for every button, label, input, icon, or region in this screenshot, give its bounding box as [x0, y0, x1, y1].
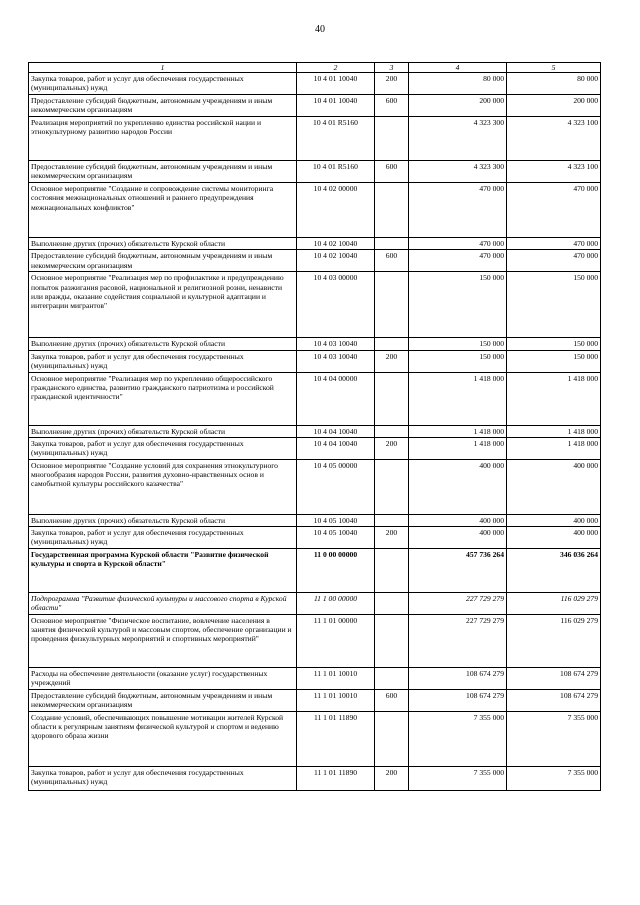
header-col-5: 5	[507, 63, 601, 73]
row-value-year-1: 150 000	[409, 338, 507, 350]
row-value-year-1: 1 418 000	[409, 372, 507, 425]
row-value-year-2: 150 000	[507, 338, 601, 350]
row-code: 10 4 03 00000	[297, 272, 375, 338]
table-row	[29, 372, 601, 425]
row-value-year-1: 1 418 000	[409, 437, 507, 459]
table-row	[29, 238, 601, 250]
row-value-year-2: 400 000	[507, 459, 601, 514]
table-row	[29, 514, 601, 526]
row-value-year-2: 116 029 279	[507, 593, 601, 615]
row-value-year-2: 470 000	[507, 183, 601, 238]
row-code: 10 4 01 R5160	[297, 117, 375, 161]
row-value-year-1: 400 000	[409, 527, 507, 549]
row-name: Подпрограмма "Развитие физической культуры и массового спорта в Курской области"	[29, 593, 297, 615]
row-value-year-1: 470 000	[409, 183, 507, 238]
row-name: Государственная программа Курской области "Развитие физической культуры и спорта в Курской области"	[29, 549, 297, 593]
row-expense-type: 200	[375, 437, 409, 459]
row-code: 11 1 01 10010	[297, 690, 375, 712]
row-name: Основное мероприятие "Создание и сопровождение системы мониторинга состояния межнациональных отношений и раннего предупреждения межнациональных конфликтов"	[29, 183, 297, 238]
row-expense-type	[375, 668, 409, 690]
row-value-year-2: 108 674 279	[507, 668, 601, 690]
row-value-year-1: 150 000	[409, 272, 507, 338]
row-name: Закупка товаров, работ и услуг для обеспечения государственных (муниципальных) нужд	[29, 73, 297, 95]
row-value-year-2: 7 355 000	[507, 712, 601, 767]
row-expense-type	[375, 372, 409, 425]
row-expense-type	[375, 338, 409, 350]
row-name: Основное мероприятие "Создание условий для сохранения этнокультурного многообразия народов России, развития духовно-нравственных основ и самобытной культуры российского казачества"	[29, 459, 297, 514]
row-code: 10 4 02 10040	[297, 250, 375, 272]
row-expense-type: 200	[375, 767, 409, 791]
row-code: 11 0 00 00000	[297, 549, 375, 593]
row-value-year-2: 7 355 000	[507, 767, 601, 791]
table-row	[29, 95, 601, 117]
row-value-year-1: 4 323 300	[409, 161, 507, 183]
table-row	[29, 338, 601, 350]
row-code: 11 1 01 10010	[297, 668, 375, 690]
row-name: Закупка товаров, работ и услуг для обеспечения государственных (муниципальных) нужд	[29, 437, 297, 459]
table-row	[29, 272, 601, 338]
row-expense-type	[375, 615, 409, 668]
row-value-year-1: 457 736 264	[409, 549, 507, 593]
row-value-year-1: 400 000	[409, 459, 507, 514]
table-row	[29, 668, 601, 690]
row-expense-type	[375, 425, 409, 437]
row-expense-type	[375, 117, 409, 161]
row-code: 10 4 04 10040	[297, 437, 375, 459]
row-name: Предоставление субсидий бюджетным, автономным учреждениям и иным некоммерческим организациям	[29, 95, 297, 117]
row-value-year-2: 1 418 000	[507, 372, 601, 425]
table-header-row	[29, 63, 601, 73]
row-expense-type	[375, 183, 409, 238]
row-expense-type	[375, 514, 409, 526]
row-name: Предоставление субсидий бюджетным, автономным учреждениям и иным некоммерческим организациям	[29, 161, 297, 183]
table-row	[29, 437, 601, 459]
row-value-year-2: 4 323 100	[507, 117, 601, 161]
row-value-year-1: 470 000	[409, 238, 507, 250]
row-code: 10 4 02 10040	[297, 238, 375, 250]
header-col-4: 4	[409, 63, 507, 73]
table-row	[29, 117, 601, 161]
row-code: 10 4 03 10040	[297, 350, 375, 372]
row-value-year-1: 7 355 000	[409, 712, 507, 767]
row-value-year-2: 400 000	[507, 514, 601, 526]
row-name: Основное мероприятие "Реализация мер по профилактике и предупреждению попыток разжигания расовой, национальной и религиозной розни, ненависти или вражды, оказание содействия социальной и культурной адаптации и интеграции мигрантов"	[29, 272, 297, 338]
table-row	[29, 73, 601, 95]
row-value-year-2: 200 000	[507, 95, 601, 117]
table-row	[29, 250, 601, 272]
table-row	[29, 527, 601, 549]
row-code: 10 4 01 R5160	[297, 161, 375, 183]
header-col-1: 1	[29, 63, 297, 73]
row-expense-type: 600	[375, 690, 409, 712]
table-row	[29, 712, 601, 767]
table-row	[29, 690, 601, 712]
row-code: 10 4 01 10040	[297, 95, 375, 117]
row-expense-type: 600	[375, 95, 409, 117]
row-value-year-2: 1 418 000	[507, 425, 601, 437]
budget-table	[28, 62, 601, 791]
row-value-year-1: 150 000	[409, 350, 507, 372]
row-name: Расходы на обеспечение деятельности (оказание услуг) государственных учреждений	[29, 668, 297, 690]
row-expense-type	[375, 238, 409, 250]
row-value-year-2: 4 323 100	[507, 161, 601, 183]
table-row	[29, 615, 601, 668]
row-expense-type	[375, 593, 409, 615]
row-value-year-1: 227 729 279	[409, 615, 507, 668]
row-expense-type: 200	[375, 350, 409, 372]
row-expense-type: 200	[375, 73, 409, 95]
row-name: Закупка товаров, работ и услуг для обеспечения государственных (муниципальных) нужд	[29, 767, 297, 791]
row-code: 11 1 01 11890	[297, 712, 375, 767]
row-expense-type	[375, 712, 409, 767]
row-expense-type	[375, 272, 409, 338]
row-code: 10 4 05 10040	[297, 514, 375, 526]
row-name: Выполнение других (прочих) обязательств Курской области	[29, 238, 297, 250]
row-value-year-2: 80 000	[507, 73, 601, 95]
row-value-year-1: 7 355 000	[409, 767, 507, 791]
table-row	[29, 593, 601, 615]
table-row	[29, 549, 601, 593]
row-value-year-2: 150 000	[507, 272, 601, 338]
table-body	[29, 73, 601, 791]
row-expense-type: 200	[375, 527, 409, 549]
row-value-year-2: 346 036 264	[507, 549, 601, 593]
row-expense-type: 600	[375, 161, 409, 183]
row-code: 10 4 03 10040	[297, 338, 375, 350]
row-value-year-2: 470 000	[507, 238, 601, 250]
row-name: Закупка товаров, работ и услуг для обеспечения государственных (муниципальных) нужд	[29, 527, 297, 549]
row-name: Закупка товаров, работ и услуг для обеспечения государственных (муниципальных) нужд	[29, 350, 297, 372]
row-code: 11 1 00 00000	[297, 593, 375, 615]
row-name: Выполнение других (прочих) обязательств Курской области	[29, 338, 297, 350]
row-value-year-2: 150 000	[507, 350, 601, 372]
row-value-year-1: 4 323 300	[409, 117, 507, 161]
row-name: Предоставление субсидий бюджетным, автономным учреждениям и иным некоммерческим организациям	[29, 690, 297, 712]
row-value-year-1: 80 000	[409, 73, 507, 95]
row-expense-type	[375, 549, 409, 593]
row-code: 10 4 04 10040	[297, 425, 375, 437]
table-row	[29, 459, 601, 514]
row-code: 10 4 02 00000	[297, 183, 375, 238]
row-value-year-1: 227 729 279	[409, 593, 507, 615]
row-value-year-2: 470 000	[507, 250, 601, 272]
row-name: Создание условий, обеспечивающих повышение мотивации жителей Курской области к регулярным занятиям физической культурой и спортом и ведению здорового образа жизни	[29, 712, 297, 767]
row-name: Предоставление субсидий бюджетным, автономным учреждениям и иным некоммерческим организациям	[29, 250, 297, 272]
row-code: 10 4 05 10040	[297, 527, 375, 549]
row-value-year-1: 470 000	[409, 250, 507, 272]
row-code: 11 1 01 11890	[297, 767, 375, 791]
row-value-year-2: 116 029 279	[507, 615, 601, 668]
row-value-year-2: 1 418 000	[507, 437, 601, 459]
row-code: 10 4 01 10040	[297, 73, 375, 95]
row-code: 11 1 01 00000	[297, 615, 375, 668]
row-code: 10 4 04 00000	[297, 372, 375, 425]
row-code: 10 4 05 00000	[297, 459, 375, 514]
page-number: 40	[315, 24, 325, 35]
row-name: Реализация мероприятий по укреплению единства российской нации и этнокультурному развитию народов России	[29, 117, 297, 161]
row-value-year-1: 108 674 279	[409, 668, 507, 690]
row-value-year-1: 400 000	[409, 514, 507, 526]
table-row	[29, 350, 601, 372]
row-expense-type: 600	[375, 250, 409, 272]
row-value-year-2: 400 000	[507, 527, 601, 549]
table-row	[29, 183, 601, 238]
table-row	[29, 767, 601, 791]
row-expense-type	[375, 459, 409, 514]
row-value-year-2: 108 674 279	[507, 690, 601, 712]
table-row	[29, 425, 601, 437]
header-col-2: 2	[297, 63, 375, 73]
row-name: Основное мероприятие "Реализация мер по укреплению общероссийского гражданского единства, развитию гражданского патриотизма и российской гражданской идентичности"	[29, 372, 297, 425]
row-value-year-1: 108 674 279	[409, 690, 507, 712]
table-row	[29, 161, 601, 183]
header-col-3: 3	[375, 63, 409, 73]
row-name: Выполнение других (прочих) обязательств Курской области	[29, 514, 297, 526]
row-name: Выполнение других (прочих) обязательств Курской области	[29, 425, 297, 437]
row-value-year-1: 1 418 000	[409, 425, 507, 437]
row-name: Основное мероприятие "Физическое воспитание, вовлечение населения в занятия физической культурой и массовым спортом, обеспечение организации и проведения физкультурных мероприятий и спортивных мероприятий"	[29, 615, 297, 668]
row-value-year-1: 200 000	[409, 95, 507, 117]
